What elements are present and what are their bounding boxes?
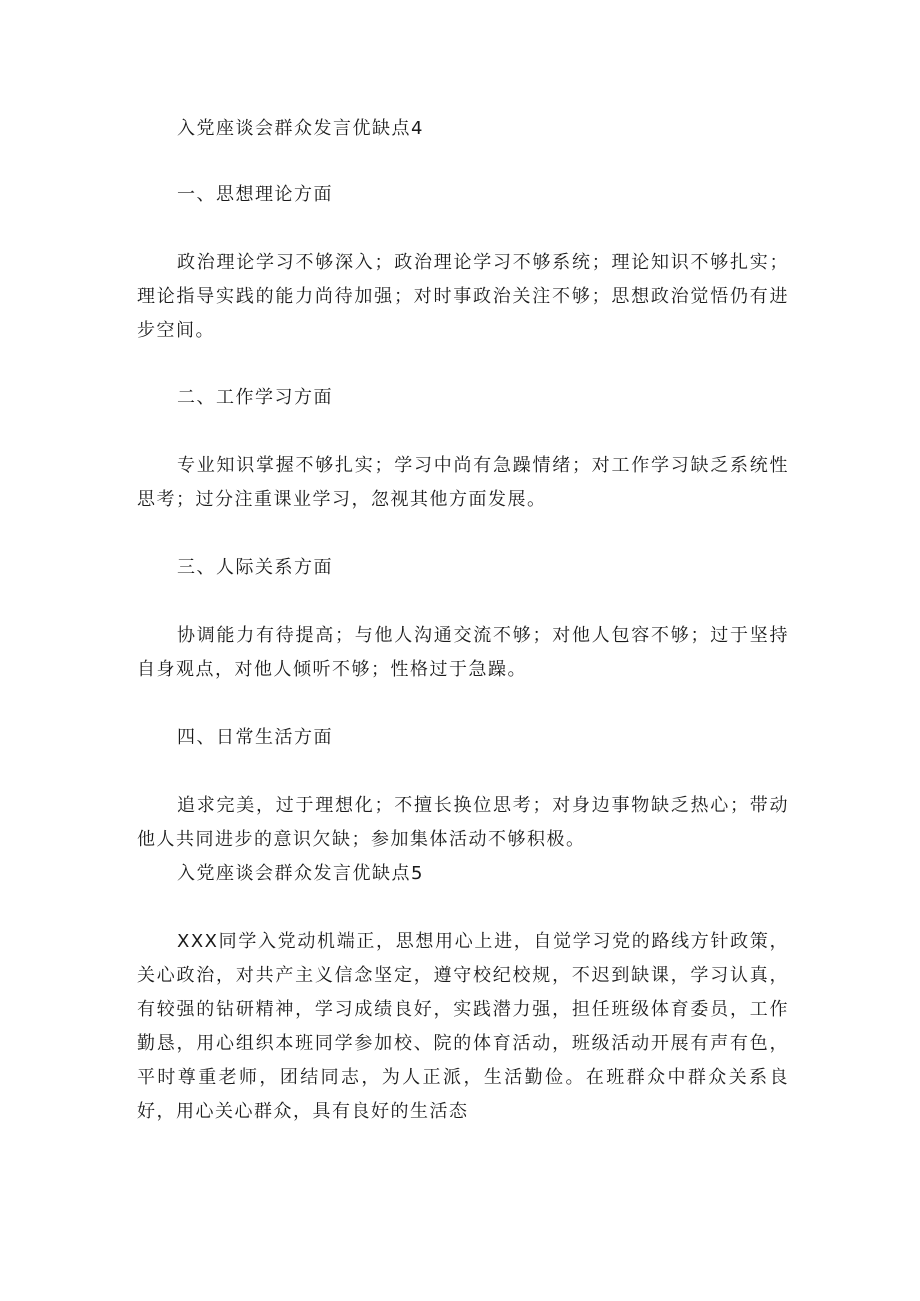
- heading-interpersonal: 三、人际关系方面: [177, 557, 333, 578]
- paragraph-daily-life: 追求完美，过于理想化；不擅长换位思考；对身边事物缺乏热心；带动他人共同进步的意识欠缺；参加集体活动不够积极。: [137, 795, 789, 850]
- section-4-title: 入党座谈会群众发言优缺点4: [177, 118, 424, 139]
- paragraph-interpersonal: 协调能力有待提高；与他人沟通交流不够；对他人包容不够；过于坚持自身观点，对他人倾听不够；性格过于急躁。: [137, 625, 789, 680]
- paragraph-ideology-theory: 政治理论学习不够深入；政治理论学习不够系统；理论知识不够扎实；理论指导实践的能力尚待加强；对时事政治关注不够；思想政治觉悟仍有进步空间。: [137, 252, 789, 341]
- heading-ideology-theory: 一、思想理论方面: [177, 184, 333, 205]
- heading-work-study: 二、工作学习方面: [177, 387, 333, 408]
- paragraph-work-study: 专业知识掌握不够扎实；学习中尚有急躁情绪；对工作学习缺乏系统性思考；过分注重课业学习，忽视其他方面发展。: [137, 455, 789, 510]
- paragraph-evaluation: XXX同学入党动机端正，思想用心上进，自觉学习党的路线方针政策，关心政治，对共产主义信念坚定，遵守校纪校规，不迟到缺课，学习认真，有较强的钻研精神，学习成绩良好，实践潜力强，担任班级体育委员，工作勤恳，用心组织本班同学参加校、院的体育活动，班级活动开展有声有色，平时尊重老师，团结同志，为人正派，生活勤俭。在班群众中群众关系良好，用心关心群众，具有良好的生活态: [137, 931, 789, 1122]
- section-5-title: 入党座谈会群众发言优缺点5: [177, 863, 424, 884]
- heading-daily-life: 四、日常生活方面: [177, 727, 333, 748]
